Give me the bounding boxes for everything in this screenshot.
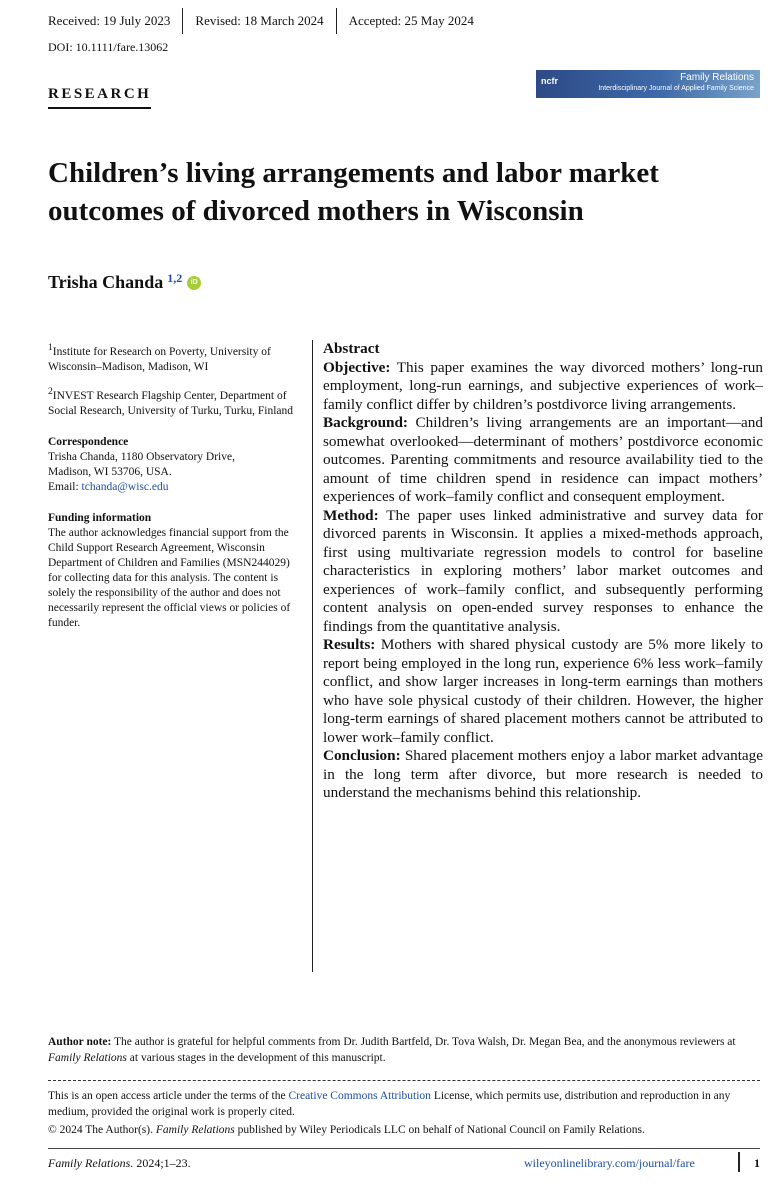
abstract-background: Background: Children’s living arrangements are an important—and somewhat overlooked—determinant of mothers’ postdivorce economic outcomes. Parenting commitments and resource availability tied to the amount of time children spend in residence can impact mothers’ experiences of work–family conflict and consequent employment. — [323, 414, 763, 505]
abstract-heading: Abstract — [323, 340, 380, 357]
author-name[interactable]: Trisha Chanda — [48, 272, 164, 292]
abstract-objective: Objective: This paper examines the way divorced mothers’ long-run employment, long-run earnings, and subjective experiences of work–family conflict differ by children’s postdivorce living arrangements. — [323, 358, 763, 413]
correspondence: Correspondence Trisha Chanda, 1180 Observatory Drive, Madison, WI 53706, USA. Email: tchanda@wisc.edu — [48, 435, 235, 493]
page-number: 1 — [754, 1156, 760, 1170]
abstract — [323, 340, 763, 803]
correspondence-heading: Correspondence — [48, 435, 129, 448]
author-note: Author note: The author is grateful for helpful comments from Dr. Judith Bartfeld, Dr. Tova Walsh, Dr. Megan Bea, and the anonymous reviewers at Family Relations at various stages in the development of this manuscript. — [48, 1036, 736, 1064]
article-dates — [48, 10, 486, 32]
affiliation-1: $^1$Institute for Research on Poverty, University of Wisconsin–Madison, Madison, WI — [48, 342, 271, 373]
received-date: Received: 19 July 2023 — [48, 13, 171, 28]
journal-logo-subtitle: Interdisciplinary Journal of Applied Family Science — [598, 85, 754, 92]
article-title: Children’s living arrangements and labor market outcomes of divorced mothers in Wisconsin — [48, 157, 659, 227]
journal-logo[interactable] — [536, 70, 760, 98]
cc-license-link[interactable]: Creative Commons Attribution — [288, 1090, 431, 1102]
column-divider — [312, 340, 313, 972]
funding-heading: Funding information — [48, 511, 152, 524]
license-text: This is an open access article under the terms of the Creative Commons Attribution License, which permits use, distribution and reproduction in any medium, provided the original work is properly cited. — [48, 1090, 731, 1118]
abstract-method: Method: The paper uses linked administrative and survey data for divorced parents in Wisconsin. It applies a mixed-methods approach, first using multivariate regression models to control for baseline characteristics in exploring mothers’ labor market outcomes and experiences of work–family conflict, and subsequently performing content analysis on open-ended survey responses to enhance the findings from the quantitative analysis. — [323, 506, 763, 635]
ncfr-logo-text: ncfr — [541, 76, 559, 86]
abstract-conclusion: Conclusion: Shared placement mothers enjoy a labor market advantage in the long term after divorce, but more research is needed to understand the mechanisms behind this relationship. — [323, 747, 763, 801]
dashed-divider — [48, 1080, 760, 1081]
accepted-date: Accepted: 25 May 2024 — [348, 13, 474, 28]
affiliation-2: $^2$INVEST Research Flagship Center, Department of Social Research, University of Turku, Turku, Finland — [48, 385, 294, 417]
license-block — [48, 1088, 758, 1140]
doi[interactable]: DOI: 10.1111/fare.13062 — [48, 40, 169, 54]
journal-url-link[interactable]: wileyonlinelibrary.com/journal/fare — [524, 1156, 695, 1170]
section-label: RESEARCH — [48, 86, 151, 109]
footer-rule — [48, 1148, 760, 1149]
copyright: © 2024 The Author(s). Family Relations published by Wiley Periodicals LLC on behalf of National Council on Family Relations. — [48, 1124, 645, 1136]
article-info-column — [48, 340, 298, 640]
revised-date: Revised: 18 March 2024 — [195, 13, 324, 28]
author-affiliation-marks[interactable]: 1,2 — [167, 271, 183, 285]
footer-divider — [738, 1152, 740, 1172]
funding-text: The author acknowledges financial support from the Child Support Research Agreement, Wisconsin Department of Children and Families (MSN244029) for collecting data for this analysis. The content is solely the responsibility of the author and does not necessarily represent the official views or policies of funder. — [48, 526, 291, 629]
funding-info — [48, 511, 298, 631]
email-link[interactable]: tchanda@wisc.edu — [81, 480, 169, 493]
footer-citation: Family Relations. 2024;1–23. — [48, 1156, 191, 1170]
journal-logo-name: Family Relations — [680, 72, 754, 83]
author-line — [48, 272, 201, 293]
orcid-icon[interactable]: iD — [187, 276, 201, 290]
abstract-results: Results: Mothers with shared physical custody are 5% more likely to report being employed in the long run, experience 6% less work–family conflict, and show larger increases in long-term earnings than mothers who have sole physical custody of their children. However, the higher long-term earnings of shared placement mothers cannot be attributed to lower work–family conflict. — [323, 636, 763, 746]
